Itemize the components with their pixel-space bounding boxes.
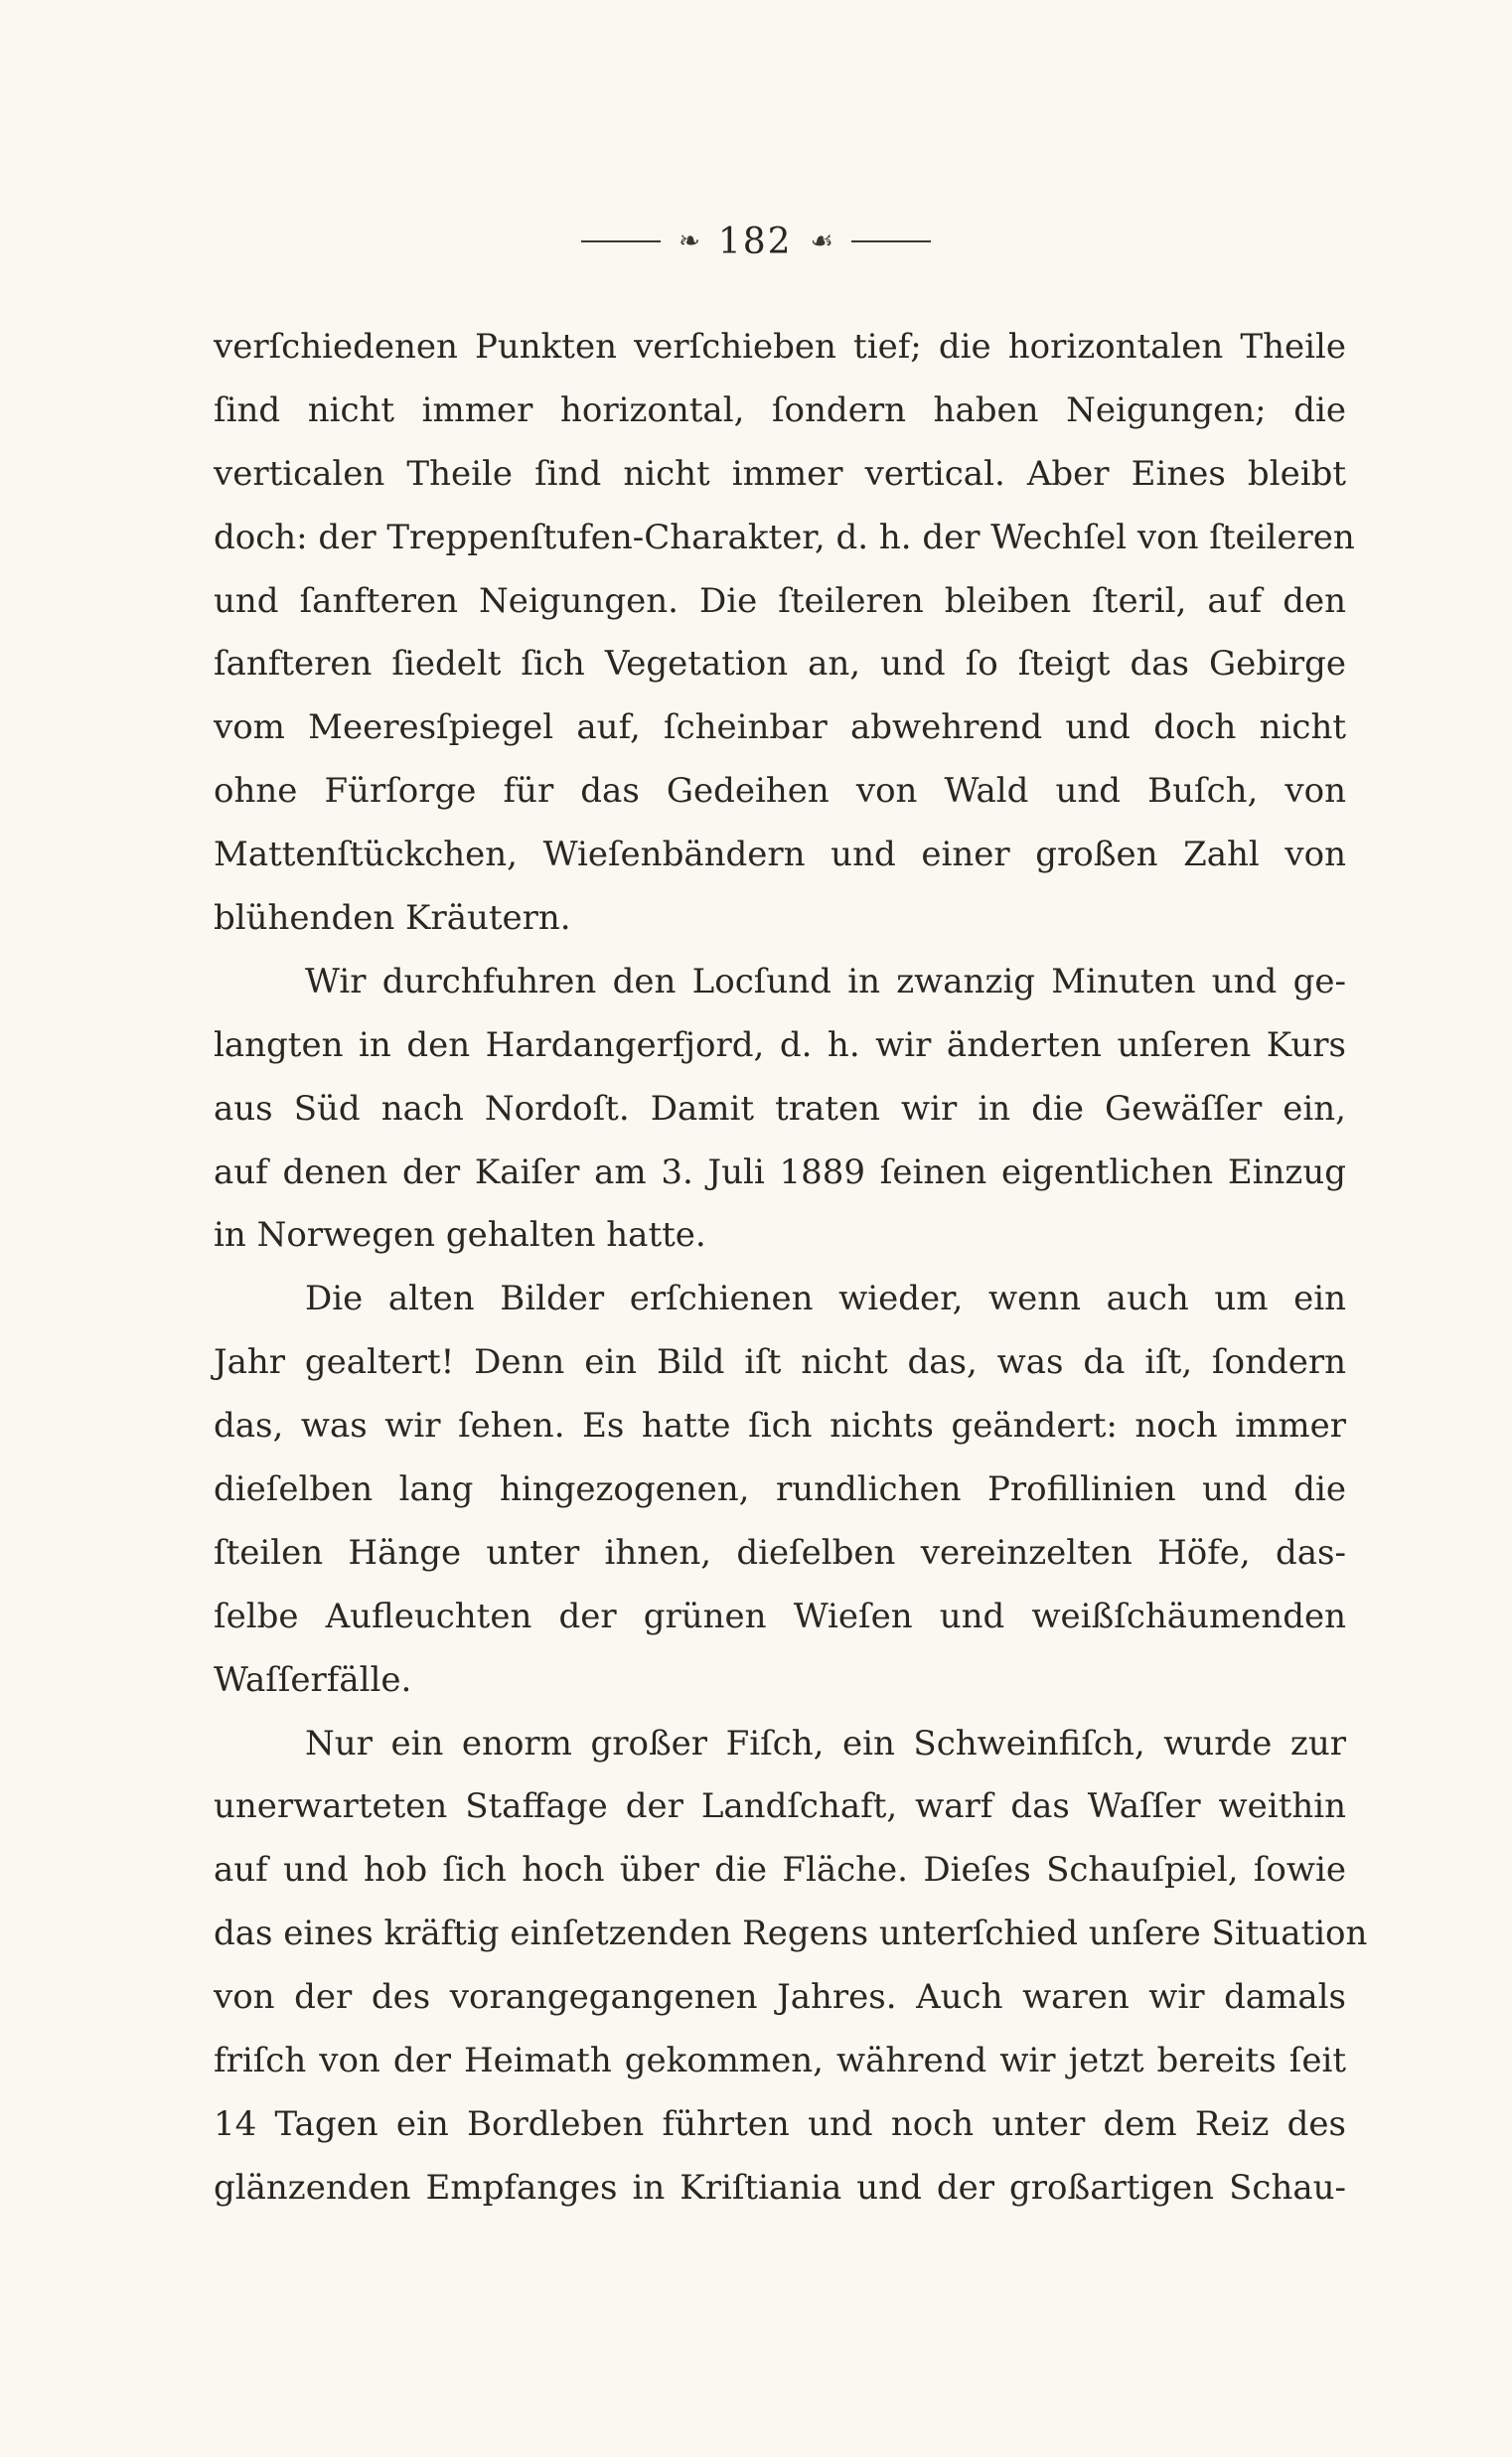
text-line: vom Meeresſpiegel auf, ſcheinbar abwehrend und doch nicht [214, 707, 1346, 748]
text-line: Nur ein enorm großer Fiſch, ein Schweinfiſch, wurde zur [305, 1723, 1346, 1764]
ornament-right-icon: ☙ [810, 227, 833, 256]
text-line: Wir durchfuhren den Locſund in zwanzig Minuten und ge- [305, 961, 1346, 1001]
text-line: glänzenden Empfanges in Kriſtiania und der großartigen Schau- [214, 2167, 1346, 2208]
text-line: das eines kräftig einſetzenden Regens unterſchied unſere Situation [214, 1914, 1368, 1954]
text-line: aus Süd nach Nordoſt. Damit traten wir in die Gewäſſer ein, [214, 1088, 1346, 1129]
text-line: verticalen Theile ſind nicht immer vertical. Aber Eines bleibt [214, 453, 1346, 494]
text-line: ſind nicht immer horizontal, ſondern haben Neigungen; die [214, 389, 1346, 430]
text-line: von der des vorangegangenen Jahres. Auch waren wir damals [214, 1977, 1346, 2018]
text-line: auf und hob ſich hoch über die Fläche. Dieſes Schauſpiel, ſowie [214, 1850, 1346, 1891]
ornament-left-icon: ❧ [679, 227, 700, 256]
text-line: ſanfteren ſiedelt ſich Vegetation an, und ſo ſteigt das Gebirge [214, 644, 1346, 685]
text-line: Jahr gealtert! Denn ein Bild iſt nicht das, was da iſt, ſondern [214, 1342, 1346, 1383]
text-line: blühenden Kräutern. [214, 898, 571, 939]
page-number: 182 [717, 221, 793, 262]
text-line: ohne Fürſorge für das Gedeihen von Wald und Buſch, von [214, 771, 1346, 812]
page-header [0, 217, 1512, 266]
text-line: ſelbe Aufleuchten der grünen Wieſen und weißſchäumenden [214, 1596, 1346, 1636]
header-rule-left [581, 240, 661, 242]
text-line: unerwarteten Staffage der Landſchaft, warf das Waſſer weithin [214, 1786, 1346, 1827]
text-line: das, was wir ſehen. Es hatte ſich nichts geändert: noch immer [214, 1406, 1346, 1447]
text-line: auf denen der Kaiſer am 3. Juli 1889 ſeinen eigentlichen Einzug [214, 1152, 1346, 1192]
text-line: doch: der Treppenſtufen-Charakter, d. h. der Wechſel von ſteileren [214, 517, 1355, 557]
text-line: Mattenſtückchen, Wieſenbändern und einer großen Zahl von [214, 835, 1346, 875]
body-text [214, 316, 1368, 2221]
text-line: friſch von der Heimath gekommen, während wir jetzt bereits ſeit [214, 2041, 1346, 2081]
text-line: ſteilen Hänge unter ihnen, dieſelben vereinzelten Höfe, das- [214, 1532, 1346, 1573]
text-line: in Norwegen gehalten hatte. [214, 1215, 706, 1256]
text-line: und ſanfteren Neigungen. Die ſteileren bleiben ſteril, auf den [214, 580, 1346, 621]
text-line: Die alten Bilder erſchienen wieder, wenn auch um ein [305, 1279, 1346, 1319]
text-line: dieſelben lang hingezogenen, rundlichen Profillinien und die [214, 1469, 1346, 1510]
text-line: Waſſerfälle. [214, 1659, 412, 1700]
text-line: verſchiedenen Punkten verſchieben tief; die horizontalen Theile [214, 327, 1346, 367]
text-line: langten in den Hardangerfjord, d. h. wir änderten unſeren Kurs [214, 1024, 1346, 1065]
text-line: 14 Tagen ein Bordleben führten und noch unter dem Reiz des [214, 2103, 1346, 2144]
header-rule-right [851, 240, 931, 242]
